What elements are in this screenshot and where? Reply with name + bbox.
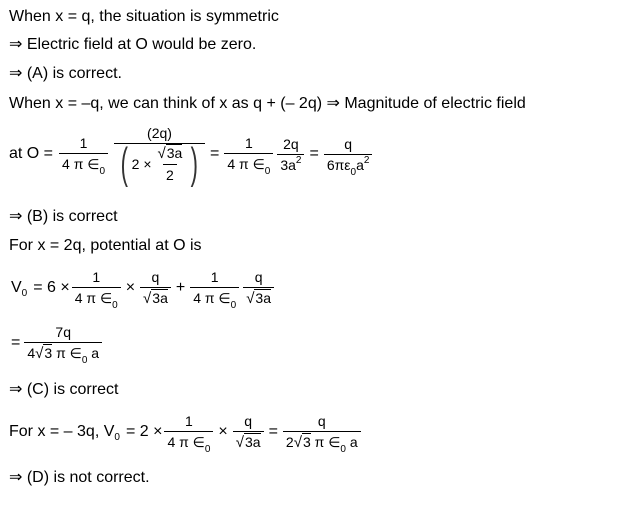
fraction-1-over-4pi-eps-3: $\frac{1}{4 \pi \in_0}$ — [72, 269, 121, 307]
fraction-q-over-2sqrt3: $\frac{q}{2√3 \pi \in_0 a}$ — [283, 413, 361, 451]
line-3: ⇒ (A) is correct. — [9, 65, 122, 82]
fraction-q-over-sqrt3a-3: $\frac{q}{√3a}$ — [233, 413, 264, 451]
line-7: For x = 2q, potential at O is — [9, 237, 202, 254]
equation-potential-v0: V 0 = 6 × $\frac{1}{4 \pi \in_0}$ × $\frac{q}{√3a}$ + $\frac{1}{4 \pi \in_0}$ $\frac{q}{√3a}$ — [11, 264, 276, 312]
line-1: When x = q, the situation is symmetric — [9, 8, 279, 25]
line-2: ⇒ Electric field at O would be zero. — [9, 36, 257, 53]
fraction-q-over-sqrt3a-2: $\frac{q}{√3a}$ — [243, 269, 274, 307]
eq-prefix: at O = — [9, 145, 54, 162]
fraction-1-over-4pi-eps-5: $\frac{1}{4 \pi \in_0}$ — [164, 413, 213, 451]
fraction-1-over-4pi-eps: $\frac{1}{4 \pi \in_0}$ — [59, 135, 108, 173]
line-12: ⇒ (D) is not correct. — [9, 469, 150, 486]
line-10: ⇒ (C) is correct — [9, 381, 119, 398]
equation-field-at-o: at O = $\frac{1}{4 \pi \in_0}$ (2q) ( 2 × $\frac{√3a}{2}$ ) = $\frac{1}{4 \pi \in_0}$ $\frac{2q}{3a^2}$ = $\frac{q}{6\pi\varepsilon_0a^2}$ — [9, 118, 374, 190]
fraction-q-over-sqrt3a: $\frac{q}{√3a}$ — [140, 269, 171, 307]
fraction-q-over-6pi-eps-a2: $\frac{q}{6\pi\varepsilon_0a^2}$ — [324, 136, 373, 173]
fraction-1-over-4pi-eps-2: $\frac{1}{4 \pi \in_0}$ — [224, 135, 273, 173]
fraction-7q: $\frac{7q}{4√3 \pi \in_0 a}$ — [24, 324, 102, 362]
equation-result-7q: = $\frac{7q}{4√3 \pi \in_0 a}$ — [11, 320, 104, 366]
equation-x-minus-3q: For x = – 3q, V 0 = 2 × $\frac{1}{4 \pi \in_0}$ × $\frac{q}{√3a}$ = $\frac{q}{2√3 \pi \in_0 a}$ — [9, 408, 363, 456]
fraction-2q-over-distance: (2q) ( 2 × $\frac{√3a}{2}$ ) — [114, 125, 205, 184]
line-4: When x = –q, we can think of x as q + (– 2q) ⇒ Magnitude of electric field — [9, 95, 526, 112]
line-6: ⇒ (B) is correct — [9, 208, 118, 225]
fraction-2q-over-3a2: $\frac{2q}{3a^2}$ — [277, 136, 304, 173]
fraction-1-over-4pi-eps-4: $\frac{1}{4 \pi \in_0}$ — [190, 269, 239, 307]
